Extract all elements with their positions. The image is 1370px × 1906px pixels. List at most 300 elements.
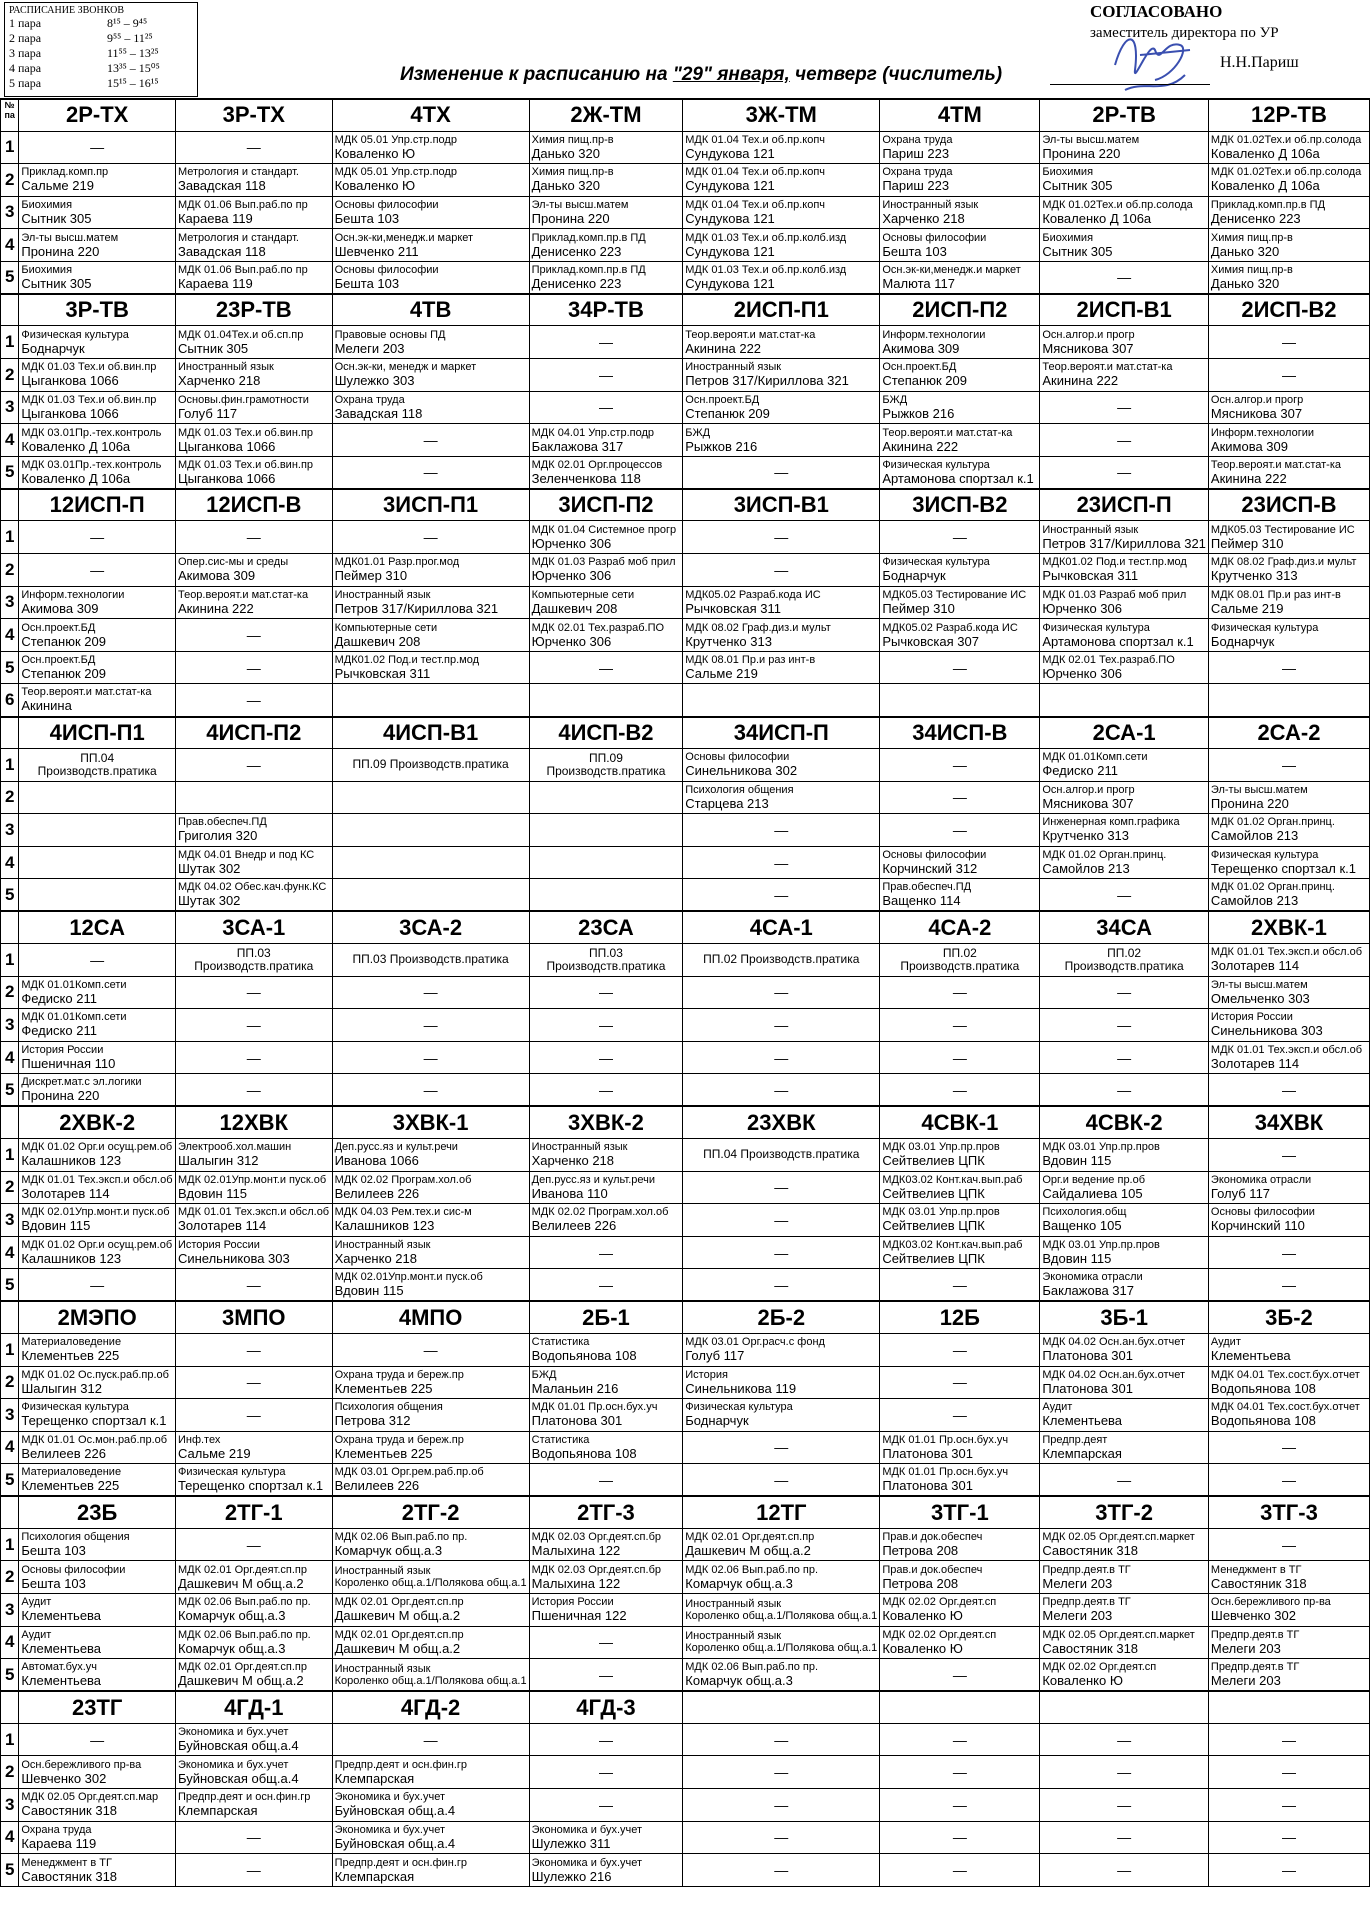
group-name: 4ТВ [332,294,529,326]
teacher-room: Акинина 222 [882,438,959,454]
lesson-cell [19,1138,176,1171]
lesson-cell [332,1366,529,1399]
teacher-room: Омельченко 303 [1210,990,1310,1006]
teacher-room: Крутченко 313 [685,633,772,649]
pair-number-header [1,717,19,749]
subject: МДК 02.06 Вып.раб.по пр. [177,1596,311,1609]
lesson-row [1,229,1370,262]
lesson-cell [19,326,176,359]
teacher-room: Пшеничная 110 [21,1056,116,1072]
teacher-room: Дашкевич 208 [334,633,421,649]
group-header-row [1,1496,1370,1528]
lesson-row [1,1138,1370,1171]
subject: Иностранный язык [334,1239,431,1252]
lesson-cell: — [529,1269,683,1302]
subject: МДК 01.02 Орган.принц. [1042,849,1167,862]
lesson-cell [1040,1594,1209,1627]
lesson-cell: — [1040,1074,1209,1107]
group-header-row [1,1301,1370,1333]
lesson-cell [175,943,332,976]
lesson-row [1,846,1370,879]
subject: Эл-ты высш.матем [1210,783,1308,796]
lesson-cell [529,1171,683,1204]
lesson-cell [683,749,880,782]
teacher-room: Степанюк 209 [21,633,106,649]
teacher-room: Вдовин 115 [1042,1153,1112,1169]
lesson-cell [332,1854,529,1887]
group-name: 23ХВК [683,1106,880,1138]
subject: Химия пищ.пр-в [1210,263,1293,276]
subject: Теор.вероят.и мат.стат-ка [1042,361,1173,374]
subject: МДК 01.03 Тех.и об.вин.пр [177,426,314,439]
teacher-room: Золотарев 114 [177,1218,267,1234]
lesson-cell [529,456,683,489]
group-name: 4ТХ [332,99,529,131]
lesson-cell [175,1171,332,1204]
pair-number-header: № па [1,99,19,131]
lesson-cell [332,1269,529,1302]
group-name [880,1691,1040,1723]
lesson-cell [880,879,1040,912]
group-name: 12Р-ТВ [1208,99,1369,131]
pair-number-header [1,1106,19,1138]
practice-label: Производств.пратика [546,763,666,778]
subject: Физическая культура [21,1401,129,1414]
lesson-cell: — [1208,1789,1369,1822]
bell-pair: 3 пара [9,46,42,60]
teacher-room: Мелеги 203 [1210,1673,1281,1689]
lesson-cell [1208,1041,1369,1074]
lesson-cell [175,1236,332,1269]
subject: МДК 01.04 Системное прогр [531,523,677,536]
group-name: 3ТГ-1 [880,1496,1040,1528]
lesson-cell: — [529,1041,683,1074]
subject: Охрана труда [882,166,953,179]
subject: МДК 01.03 Тех.и об.вин.пр [21,393,157,406]
lesson-cell [880,1204,1040,1237]
teacher-room: Коваленко Д 106а [1042,210,1152,226]
subject: Экономика и бух.учет [531,1856,643,1869]
lesson-cell [332,554,529,587]
lesson-cell [1208,261,1369,294]
teacher-room: Терещенко спортзал к.1 [1210,861,1357,877]
subject: Психология.общ [1042,1206,1127,1219]
group-name: 3СА-1 [175,911,332,943]
subject: МДК 03.01 Упр.пр.пров [882,1141,1000,1154]
group-name: 4СА-1 [683,911,880,943]
lesson-cell [175,164,332,197]
teacher-room: Клементьев 225 [334,1380,433,1396]
pair-number: 2 [1,976,19,1009]
subject: Экономика и бух.учет [334,1823,446,1836]
teacher-room: Платонова 301 [531,1413,623,1429]
teacher-room: Короленко общ.а.1/Полякова общ.а.1 [334,1674,527,1687]
subject: МДК 01.02 Ос.пуск.раб.пр.об [21,1368,169,1381]
subject: МДК 01.01 Тех.эксп.и обсл.об [1210,1044,1363,1057]
lesson-cell [19,456,176,489]
lesson-cell [332,846,529,879]
subject: Психология общения [685,783,794,796]
subject: Опер.сис-мы и среды [177,556,289,569]
teacher-room: Акинина 222 [1210,470,1287,486]
teacher-room: Париш 223 [882,145,950,161]
subject: МДК 02.01 Тех.разраб.ПО [1042,654,1175,667]
teacher-room: Сытник 305 [177,340,249,356]
lesson-cell [332,164,529,197]
lesson-cell [19,1854,176,1887]
subject: Химия пищ.пр-в [531,166,614,179]
subject: МДК 02.01 Тех.разраб.ПО [531,621,665,634]
lesson-cell: — [175,1333,332,1366]
subject: Аудит [1042,1401,1073,1414]
teacher-room: Федиско 211 [21,1023,97,1039]
lesson-cell: — [880,1366,1040,1399]
lesson-cell [529,1528,683,1561]
teacher-room: Завадская 118 [177,243,266,259]
subject: Иностранный язык [334,1565,431,1578]
lesson-cell [1040,943,1209,976]
subject: МДК 02.01 Орг.деят.сп.пр [334,1628,464,1641]
lesson-cell [529,1366,683,1399]
subject: Орг.и ведение пр.об [1042,1173,1146,1186]
group-name: 23СА [529,911,683,943]
lesson-cell [175,196,332,229]
lesson-cell: — [683,1171,880,1204]
lesson-cell [1040,1236,1209,1269]
lesson-cell [1208,976,1369,1009]
subject: МДК 04.01 Тех.сост.бух.отчет [1210,1401,1360,1414]
lesson-cell [880,846,1040,879]
teacher-room: Акинина 222 [685,340,762,356]
teacher-room: Акимова 309 [177,568,256,584]
pair-number: 2 [1,1561,19,1594]
practice-label: ПП.02 [1107,945,1142,960]
subject: Деп.русс.яз и культ.речи [334,1141,458,1154]
subject: МДК 01.01 Пр.осн.бух.уч [882,1433,1009,1446]
lesson-cell [1208,1366,1369,1399]
subject: МДК 01.02Тех.и об.пр.солода [1042,198,1193,211]
lesson-cell [1040,1399,1209,1432]
subject: Осн.алгор.и прогр [1210,393,1304,406]
group-name: 4СА-2 [880,911,1040,943]
teacher-room: Юрченко 306 [531,535,612,551]
lesson-cell [1208,1399,1369,1432]
group-name: 3СА-2 [332,911,529,943]
group-name: 3ТГ-3 [1208,1496,1369,1528]
subject: МДК 02.01 Орг.процессов [531,458,663,471]
subject: Теор.вероят.и мат.стат-ка [177,588,309,601]
teacher-room: Водопьянова 108 [531,1445,637,1461]
lesson-row [1,1756,1370,1789]
lesson-cell [19,1464,176,1497]
lesson-cell [19,1074,176,1107]
teacher-room: Шалыгин 312 [21,1380,102,1396]
subject: Физическая культура [1042,621,1150,634]
teacher-room: Платонова 301 [1042,1348,1133,1364]
lesson-cell: — [683,814,880,847]
lesson-cell [19,781,176,814]
teacher-room: Синельникова 119 [685,1380,797,1396]
teacher-room: Шулежко 311 [531,1835,611,1851]
lesson-cell [683,1399,880,1432]
lesson-cell [332,1528,529,1561]
lesson-cell [1040,1333,1209,1366]
teacher-room: Буйновская общ.а.4 [334,1835,456,1851]
group-name: 2СА-1 [1040,717,1209,749]
teacher-room: Юрченко 306 [531,633,612,649]
subject: МДК03.02 Конт.кач.вып.раб [882,1239,1023,1252]
teacher-room: Петрова 312 [334,1413,411,1429]
subject: Основы философии [334,263,439,276]
teacher-room: Клемпарская [177,1803,258,1819]
pair-number: 4 [1,1626,19,1659]
subject: МДК 03.01 Орг.расч.с фонд [685,1336,825,1349]
lesson-row [1,1236,1370,1269]
subject: Экономика и бух.учет [334,1791,446,1804]
subject: БЖД [882,393,908,406]
lesson-cell [1040,1171,1209,1204]
subject: Охрана труда [882,133,953,146]
lesson-cell [529,586,683,619]
subject: МДК 01.03 Тех.и об.вин.пр [177,458,314,471]
subject: Теор.вероят.и мат.стат-ка [685,328,816,341]
lesson-cell: — [880,749,1040,782]
lesson-cell [880,554,1040,587]
pair-number: 1 [1,131,19,164]
group-name: 2ИСП-П1 [683,294,880,326]
lesson-row [1,781,1370,814]
teacher-room: Рыжков 216 [882,405,955,421]
teacher-room: Сундукова 121 [685,145,775,161]
subject: МДК 02.06 Вып.раб.по пр. [685,1661,819,1674]
teacher-room: Золотарев 114 [21,1185,110,1201]
group-name: 12ТГ [683,1496,880,1528]
lesson-cell [175,391,332,424]
teacher-room: Петрова 208 [882,1575,959,1591]
pair-number: 4 [1,1431,19,1464]
lesson-cell [332,326,529,359]
teacher-room: Сальме 219 [21,178,94,194]
lesson-cell [1040,1138,1209,1171]
lesson-cell: — [683,1464,880,1497]
teacher-room: Самойлов 213 [1042,861,1130,877]
subject: Основы философии [1210,1206,1315,1219]
lesson-cell: — [1040,879,1209,912]
group-name: 23Б [19,1496,176,1528]
lesson-cell [332,1399,529,1432]
subject: МДК 01.01 Тех.эксп.и обсл.об [177,1206,330,1219]
lesson-cell: — [175,1041,332,1074]
teacher-room: Пеймер 310 [334,568,408,584]
lesson-cell [1208,131,1369,164]
teacher-room: Рычковская 311 [334,666,431,682]
teacher-room: Дашкевич М общ.а.2 [334,1640,461,1656]
group-name: 3ИСП-В1 [683,489,880,521]
group-header-row [1,489,1370,521]
lesson-cell [880,1171,1040,1204]
teacher-room: Корчинский 312 [882,861,978,877]
subject: МДК 01.04Тех.и об.сп.пр [177,328,304,341]
group-name: 4ИСП-В2 [529,717,683,749]
lesson-cell [332,1561,529,1594]
lesson-cell [175,781,332,814]
practice-label: ПП.03 [588,945,623,960]
lesson-cell [683,943,880,976]
lesson-cell [19,196,176,229]
lesson-cell: — [880,1854,1040,1887]
teacher-room: Бешта 103 [21,1543,86,1559]
lesson-cell: — [1208,1821,1369,1854]
subject: История России [177,1239,260,1252]
lesson-cell: — [880,1009,1040,1042]
teacher-room: Данько 320 [1210,243,1280,259]
lesson-cell [19,391,176,424]
lesson-cell [529,619,683,652]
teacher-room: Коваленко Ю [882,1608,963,1624]
subject: МДК 02.02 Програм.хол.об [531,1206,669,1219]
lesson-cell [1040,229,1209,262]
teacher-room: Рыжков 216 [685,438,758,454]
pair-number: 2 [1,1171,19,1204]
subject: Эл-ты высш.матем [1042,133,1140,146]
group-name: 23Р-ТВ [175,294,332,326]
subject: Материаловедение [21,1466,122,1479]
pair-number: 2 [1,1366,19,1399]
teacher-room: Короленко общ.а.1/Полякова общ.а.1 [685,1642,878,1655]
lesson-cell [175,1756,332,1789]
lesson-cell [880,1138,1040,1171]
lesson-cell [332,391,529,424]
lesson-row [1,1431,1370,1464]
lesson-cell [1040,781,1209,814]
lesson-row [1,164,1370,197]
group-header-row [1,1691,1370,1723]
teacher-room: Завадская 118 [177,178,266,194]
bell-pair: 5 пара [9,76,42,90]
teacher-room: Водопьянова 108 [1210,1413,1316,1429]
teacher-room: Федиско 211 [1042,763,1118,779]
subject: История России [1210,1011,1293,1024]
lesson-cell [332,359,529,392]
teacher-room: Пеймер 310 [882,600,955,616]
subject: Предпр.деят.в ТГ [1210,1661,1300,1674]
group-name: 12ХВК [175,1106,332,1138]
subject: Экономика и бух.учет [531,1823,643,1836]
lesson-cell [332,196,529,229]
teacher-room: Шевченко 302 [1210,1608,1296,1624]
lesson-cell [1040,1204,1209,1237]
lesson-cell [332,619,529,652]
group-name: 2Б-2 [683,1301,880,1333]
pair-number: 2 [1,359,19,392]
lesson-row [1,326,1370,359]
practice-label: ПП.03 [236,945,271,960]
lesson-cell [332,781,529,814]
lesson-cell [880,164,1040,197]
teacher-room: Бешта 103 [21,1575,86,1591]
lesson-cell: — [1208,1138,1369,1171]
bell-row [9,61,193,76]
pair-number: 4 [1,1041,19,1074]
teacher-room: Савостяник 318 [1042,1543,1139,1559]
teacher-room: Петров 317/Кириллова 321 [334,600,499,616]
subject: МДК 02.02 Орг.деят.сп [1042,1661,1157,1674]
lesson-cell: — [1040,424,1209,457]
lesson-cell: — [1040,391,1209,424]
subject: Дискрет.мат.с эл.логики [21,1076,142,1089]
subject: МДК 01.02Тех.и об.пр.солода [1210,133,1362,146]
group-name: 4ИСП-П2 [175,717,332,749]
subject: Прав.обеспеч.ПД [177,816,267,829]
lesson-row [1,1854,1370,1887]
group-name: 3Р-ТВ [19,294,176,326]
lesson-cell [175,229,332,262]
teacher-room: Мелеги 203 [1042,1608,1113,1624]
lesson-cell [19,684,176,717]
teacher-room: Короленко общ.а.1/Полякова общ.а.1 [685,1609,878,1622]
lesson-cell [1040,196,1209,229]
teacher-room: Сундукова 121 [685,178,775,194]
lesson-cell: — [880,1723,1040,1756]
lesson-cell: — [880,1659,1040,1692]
lesson-cell [1208,1204,1369,1237]
lesson-cell [332,814,529,847]
lesson-cell [880,1464,1040,1497]
lesson-row [1,1723,1370,1756]
lesson-cell [1040,1366,1209,1399]
lesson-cell [332,1756,529,1789]
schedule-table [0,98,1370,1887]
teacher-room: Буйновская общ.а.4 [334,1803,456,1819]
lesson-row [1,943,1370,976]
lesson-cell [529,749,683,782]
teacher-room: Комарчук общ.а.3 [177,1608,286,1624]
lesson-cell [880,424,1040,457]
lesson-cell: — [880,1333,1040,1366]
practice-label: Производств.пратика [900,958,1020,973]
lesson-cell [332,1594,529,1627]
lesson-cell [1208,943,1369,976]
lesson-cell [1040,521,1209,554]
teacher-room: Платонова 301 [882,1445,973,1461]
subject: Экономика отрасли [1210,1173,1312,1186]
pair-number: 3 [1,196,19,229]
teacher-room: Дашкевич М общ.а.2 [177,1575,304,1591]
lesson-row [1,1269,1370,1302]
subject: Менеджмент в ТГ [21,1856,112,1869]
pair-number: 1 [1,1138,19,1171]
pair-number: 4 [1,424,19,457]
bell-time: 8¹⁵ – 9⁴⁵ [107,16,148,30]
teacher-room: Баклажова 317 [531,438,624,454]
subject: Психология общения [334,1401,443,1414]
group-name: 3ХВК-2 [529,1106,683,1138]
lesson-cell: — [529,651,683,684]
group-name: 3Р-ТХ [175,99,332,131]
subject: МДК 04.03 Рем.тех.и сис-м [334,1206,472,1219]
pair-number: 5 [1,1074,19,1107]
lesson-cell [529,1594,683,1627]
subject: Аудит [1210,1336,1241,1349]
teacher-room: Калашников 123 [334,1218,435,1234]
subject: Электрооб.хол.машин [177,1141,292,1154]
lesson-cell: — [683,1009,880,1042]
subject: Физическая культура [21,328,129,341]
teacher-room: Бешта 103 [882,243,947,259]
lesson-row [1,1464,1370,1497]
lesson-cell [19,1789,176,1822]
subject: Биохимия [21,263,73,276]
